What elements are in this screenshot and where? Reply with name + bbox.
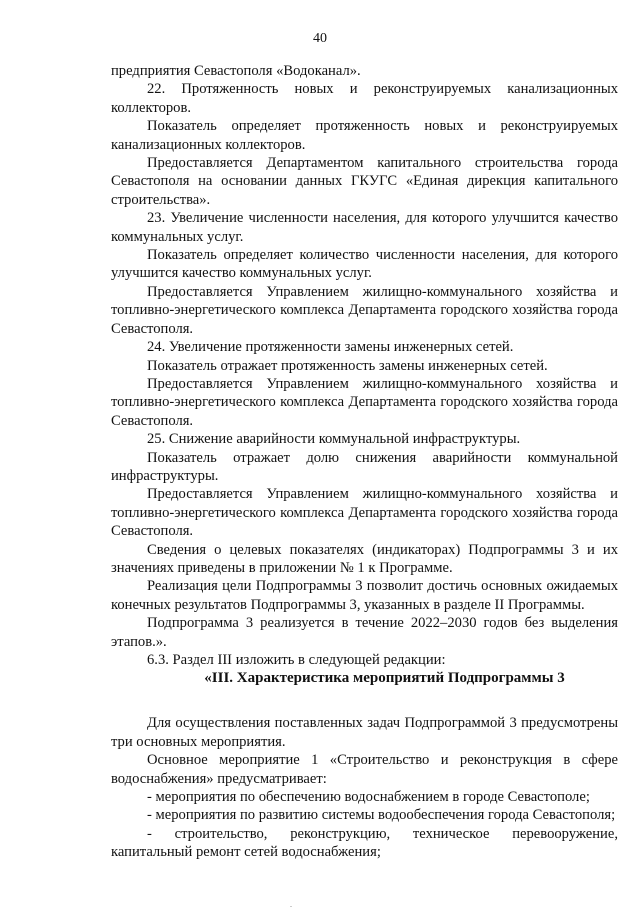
paragraph: Показатель определяет количество численности населения, для которого улучшится качество коммунальных услуг. — [111, 247, 618, 282]
paragraph: Показатель отражает протяженность замены инженерных сетей. — [147, 357, 548, 374]
paragraphs-before-heading — [111, 62, 618, 669]
paragraph: Реализация цели Подпрограммы 3 позволит достичь основных ожидаемых конечных результатов Подпрограммы 3, указанных в разделе II Программы. — [111, 578, 618, 613]
paragraph: 24. Увеличение протяженности замены инженерных сетей. — [147, 339, 514, 356]
paragraph: 25. Снижение аварийности коммунальной инфраструктуры. — [147, 431, 521, 448]
paragraph: Предоставляется Департаментом капитального строительства города Севастополя на основании данных ГКУГС «Единая дирекция капитального строительства». — [111, 155, 618, 208]
paragraph: 6.3. Раздел III изложить в следующей редакции: — [147, 652, 446, 668]
paragraph: Предоставляется Управлением жилищно-коммунального хозяйства и топливно-энергетического комплекса Департамента городского хозяйства города Севастополя. — [111, 283, 618, 337]
paragraph: Основное мероприятие 1 «Строительство и реконструкция в сфере водоснабжения» предусматривает: — [111, 752, 618, 787]
paragraph: Предоставляется Управлением жилищно-коммунального хозяйства и топливно-энергетического комплекса Департамента городского хозяйства города Севастополя. — [111, 486, 618, 540]
paragraph: - мероприятия по обеспечению водоснабжением в городе Севастополе; — [147, 789, 590, 806]
paragraph: 23. Увеличение численности населения, для которого улучшится качество коммунальных услуг. — [111, 210, 618, 245]
paragraph: Для осуществления поставленных задач Подпрограммой 3 предусмотрены три основных мероприятия. — [111, 715, 618, 750]
paragraph: Сведения о целевых показателях (индикаторах) Подпрограммы 3 и их значениях приведены в приложении № 1 к Программе. — [111, 541, 618, 576]
page-number: 40 — [313, 31, 327, 46]
paragraph: предприятия Севастополя «Водоканал». — [111, 63, 361, 79]
paragraph: Подпрограмма 3 реализуется в течение 2022–2030 годов без выделения этапов.». — [111, 615, 618, 650]
paragraph: Показатель определяет протяженность новых и реконструируемых канализационных коллекторов. — [111, 118, 618, 153]
paragraph: Показатель отражает долю снижения аварийности коммунальной инфраструктуры. — [111, 449, 618, 484]
section-heading: «III. Характеристика мероприятий Подпрограммы 3 — [204, 670, 565, 687]
scan-speck — [290, 906, 292, 907]
paragraph: - строительство, реконструкцию, техническое перевооружение, капитальный ремонт сетей водоснабжения; — [111, 825, 618, 861]
paragraph: Предоставляется Управлением жилищно-коммунального хозяйства и топливно-энергетического комплекса Департамента городского хозяйства города Севастополя. — [111, 375, 618, 429]
heading-spacer — [111, 688, 618, 714]
paragraph: 22. Протяженность новых и реконструируемых канализационных коллекторов. — [111, 81, 618, 116]
paragraphs-after-heading — [111, 714, 618, 861]
document-body — [111, 62, 618, 862]
paragraph: - мероприятия по развитию системы водообеспечения города Севастополя; — [147, 807, 616, 824]
